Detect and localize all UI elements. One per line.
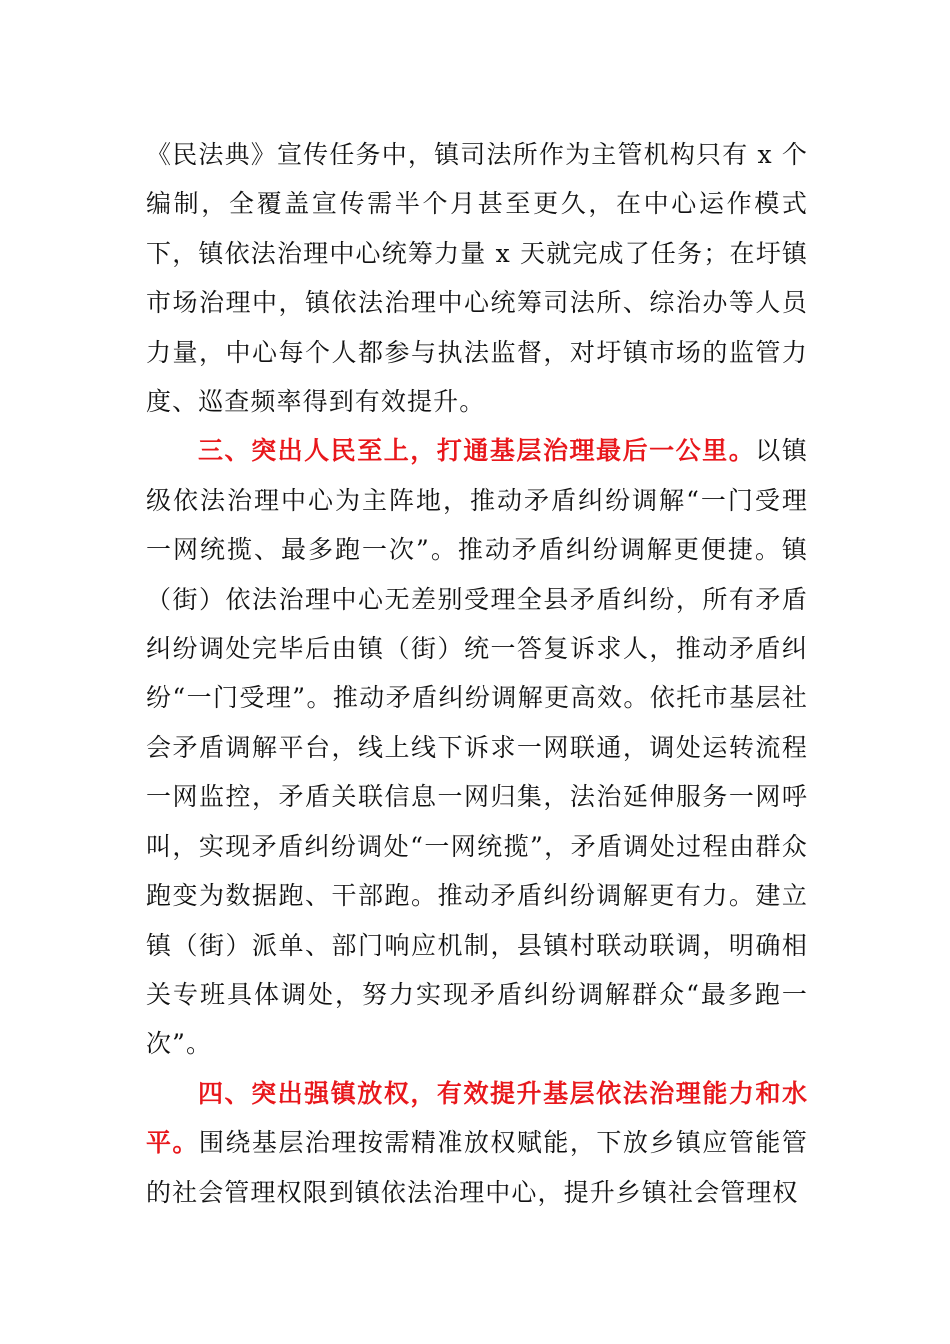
paragraph-section-four bbox=[146, 1069, 808, 1217]
paragraph-continuation bbox=[146, 130, 808, 426]
section-three-heading: 三、突出人民至上，打通基层治理最后一公里。 bbox=[198, 436, 756, 466]
section-four-heading: 四、突出强镇放权，有效提升基层依法治理能力和水平。 bbox=[146, 1078, 808, 1158]
section-four-body-text: 围绕基层治理按需精准放权赋能，下放乡镇应管能管的社会管理权限到镇依法治理中心，提升乡镇社会管理权 bbox=[146, 1128, 808, 1207]
section-three-body-text: 以镇级依法治理中心为主阵地，推动矛盾纠纷调解“一门受理一网统揽、最多跑一次”。推动矛盾纠纷调解更便捷。镇（街）依法治理中心无差别受理全县矛盾纠纷，所有矛盾纠纷调处完毕后由镇（街）统一答复诉求人，推动矛盾纠纷“一门受理”。推动矛盾纠纷调解更高效。依托市基层社会矛盾调解平台，线上线下诉求一网联通，调处运转流程一网监控，矛盾关联信息一网归集，法治延伸服务一网呼叫，实现矛盾纠纷调处“一网统揽”，矛盾调处过程由群众跑变为数据跑、干部跑。推动矛盾纠纷调解更有力。建立镇（街）派单、部门响应机制，县镇村联动联调，明确相关专班具体调处，努力实现矛盾纠纷调解群众“最多跑一次”。 bbox=[146, 436, 808, 1059]
paragraph-body-text: 《民法典》宣传任务中，镇司法所作为主管机构只有 x 个编制，全覆盖宣传需半个月甚至更久，在中心运作模式下，镇依法治理中心统筹力量 x 天就完成了任务；在圩镇市场治理中，镇依法治理中心统筹司法所、综治办等人员力量，中心每个人都参与执法监督，对圩镇市场的监管力度、巡查频率得到有效提升。 bbox=[146, 140, 808, 417]
paragraph-section-three bbox=[146, 426, 808, 1068]
document-page bbox=[146, 130, 808, 1217]
